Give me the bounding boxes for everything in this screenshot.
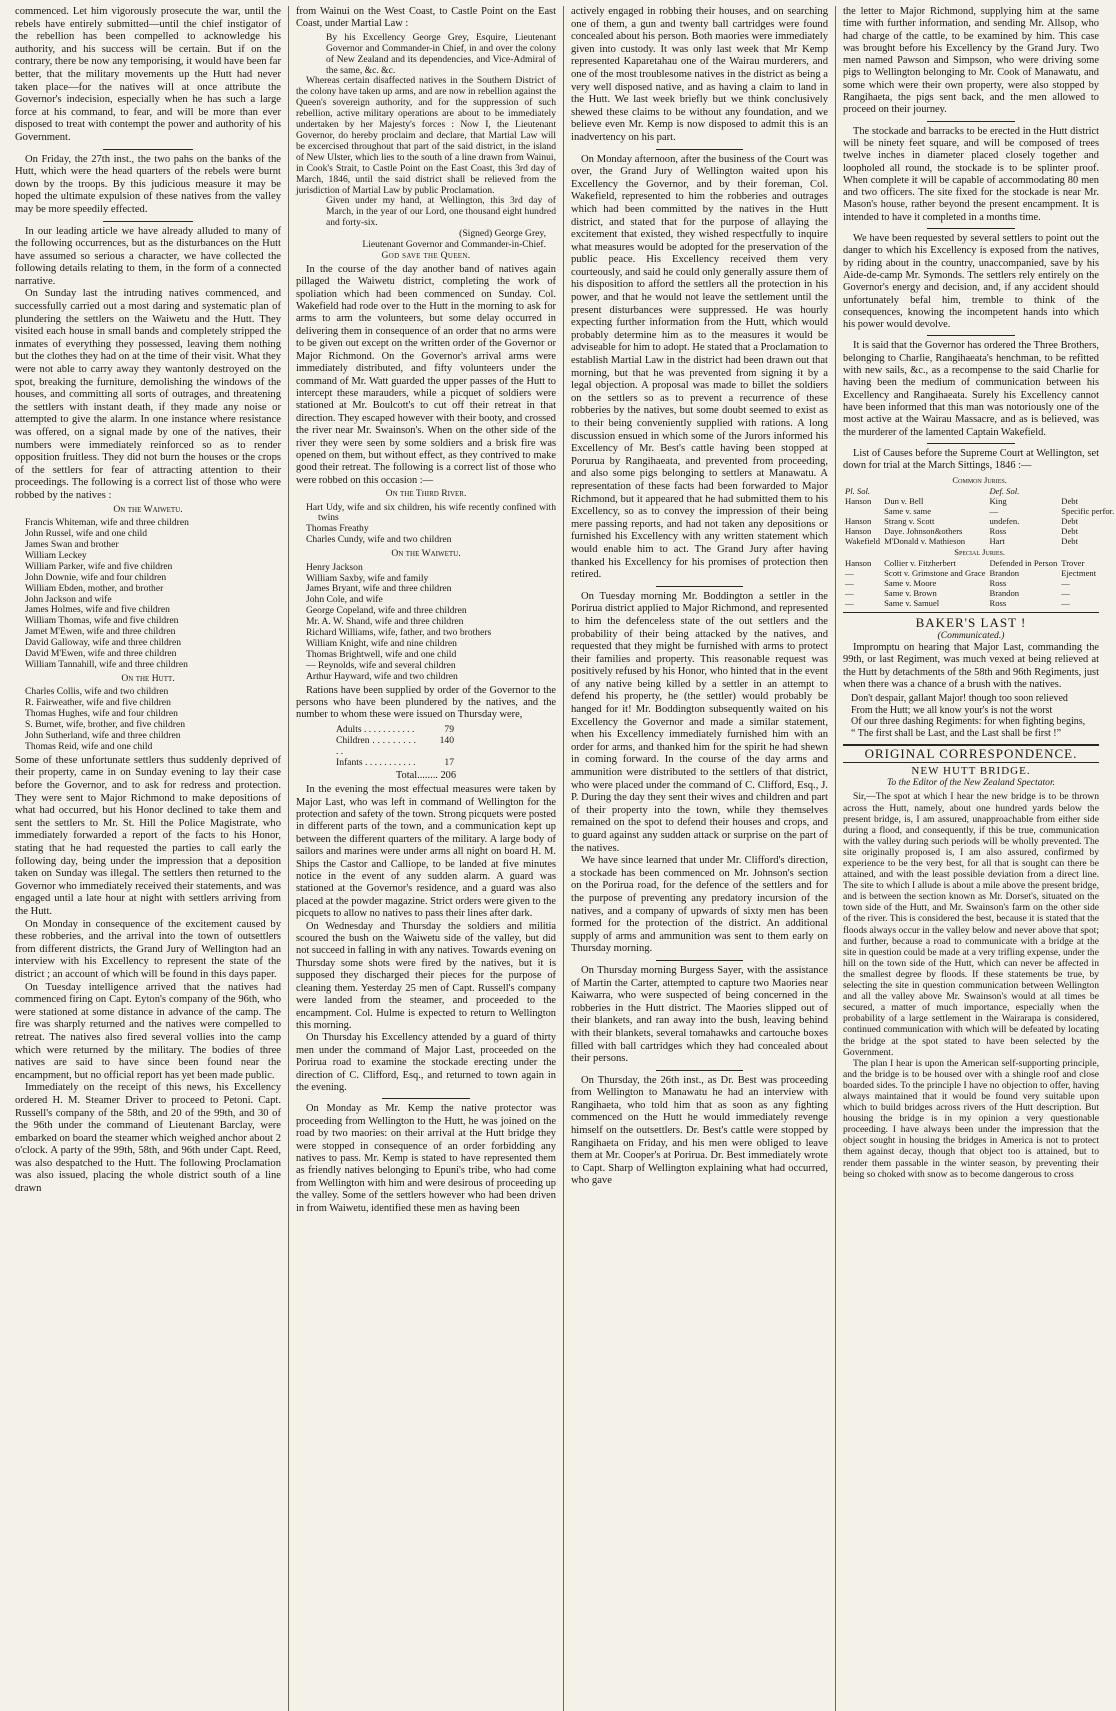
cause-cell: Debt xyxy=(1061,536,1078,547)
cause-cell: Debt xyxy=(1061,496,1078,507)
def-sol-header: Def. Sol. xyxy=(989,486,1020,497)
causes-list xyxy=(843,474,1115,609)
article-paragraph: On Tuesday intelligence arrived that the natives had commenced firing on Capt. Eyton's company of the 96th, who were stationed at some distance in advance of the camp. The fire was sharply returned and the natives were compelled to retreat. The natives also fired several vollies into the camp which were returned by the military. The bodies of three natives are said to have since been found near the encampment, but no official report has yet been made public. xyxy=(15,981,281,1081)
article-paragraph: It is said that the Governor has ordered the Three Brothers, belonging to Charlie, Rangihaeata's henchman, to be refitted with new sails, &c., as a recompense to the said Charlie for having been the medium of communication between his Excellency and Rangihaeata. Surely his Excellency cannot have been informed that this man was notoriously one of the most active at the Wairau Massacre, and as is believed, was the murderer of the lamented Captain Wakefield. xyxy=(843,340,1099,438)
poem-line: “ The first shall be Last, and the Last shall be first !” xyxy=(851,727,1062,739)
poem-line: From the Hutt; we all know your's is not the worst xyxy=(851,704,1053,716)
victims-list-waiwetu-2 xyxy=(304,563,556,683)
cause-row xyxy=(843,516,1116,526)
article-paragraph: On Monday in consequence of the excitement caused by these robberies, and the arrival into the town of outsettlers from different districts, the Grand Jury of Wellington had an interview with his Excellency to represent the state of the district ; an account of which will be found in this days paper. xyxy=(15,918,281,980)
divider xyxy=(927,121,1014,122)
cause-cell: Ross xyxy=(989,578,1007,589)
cause-cell: Same v. same xyxy=(884,506,932,517)
pl-sol-header: Pl. Sol. xyxy=(845,486,871,497)
letter-paragraph: Sir,—The spot at which I hear the new bridge is to be thrown across the Hutt, namely, about one hundred yards below the present bridge, is, I am assured, unapproachable from either side during a flood, and consequently, if this be true, communication with the valley during such periods will be wholly prevented. The site originally proposed is, I am also assured, confirmed by experience to be the very best, for all that is sought can there be attained, and with the least possible deviation from a direct line. The site to which I allude is about a mile above the present bridge, and is between the section known as Mr. Dorset's, situated on the town side of the Hutt, and Mr. Swainson's farm on the other side of the river. This is considered the best, because it is stated that the floods always occur in the valley below and never above that spot; and further, because a road to communicate with a bridge at the site in question could be made at a very trifling expense, under the hill on the town side of the Hutt, which can never be affected in the smallest degree by floods. If these statements be true, by selecting the site in question communication between Wellington and all the valley above Mr. Swainson's would at all times be secured, a matter of much importance, especially when the probability of a large settlement in the Wairarapa is considered, continued communication with which will be defeated by locating the bridge at the spot stated to have been selected by the Government. xyxy=(843,791,1099,1058)
divider xyxy=(843,612,1099,613)
cause-cell xyxy=(843,506,882,516)
cause-cell: Ejectment xyxy=(1061,568,1097,579)
list-item: S. Burnet, wife, brother, and five children xyxy=(25,719,185,731)
divider xyxy=(656,149,743,150)
rations-row xyxy=(336,724,556,735)
cause-cell: undefen. xyxy=(989,516,1020,527)
article-paragraph: On Thursday morning Burgess Sayer, with the assistance of Martin the Carter, attempted to capture two Maories near Kaiwarra, who were suspected of being concerned in the robberies in the Hutt district. The Maories slipped out of their blankets, and ran away into the bush, leaving behind with their blankets, several tomahawks and cartouche boxes filled with ball cartridges which they had concealed about their persons. xyxy=(571,964,828,1065)
poem-line: Don't despair, gallant Major! though too soon relieved xyxy=(851,693,1068,705)
article-paragraph: On Tuesday morning Mr. Boddington a settler in the Porirua district applied to Major Richmond, and represented to him the defenceless state of the out settlers and the probability of their being attacked by the natives, and requested that they might be furnished with arms to protect their families and property. This reasonable request was positively refused by his Honor, who hinted that in the event of any native being killed by a settler in an attempt to defend his property, he (the settler) would probably be hanged for it! Mr. Boddington subsequently waited on his Excellency the Governor and made a similar statement, when his Excellency immediately furnished him with an order for arms, and thanked him for the spirit he had shewn in coming forward. In the course of the day arms and ammunition were distributed to the settlers of that district, who were placed under the command of C. Clifford, Esq., J. P. During the day they sent their wives and children and part of their property into the town, while they themselves remained on the spot to defend their houses and crops, and to guard against any sudden attack or surprise on the part of the natives. xyxy=(571,590,828,854)
cause-cell: M'Donald v. Mathieson xyxy=(884,536,966,547)
cause-cell: Wakefield xyxy=(845,536,881,547)
cause-cell: — xyxy=(1061,588,1070,599)
cause-cell: — xyxy=(845,568,854,579)
special-juries-heading: Special Juries. xyxy=(954,547,1005,558)
divider xyxy=(382,1098,470,1099)
cause-cell: Debt xyxy=(1061,516,1078,527)
list-item: James Bryant, wife and three children xyxy=(306,583,452,595)
list-item: David M'Ewen, wife and three children xyxy=(25,648,177,660)
cause-cell: — xyxy=(845,578,854,589)
list-item: Arthur Hayward, wife and two children xyxy=(306,670,458,682)
divider xyxy=(927,443,1014,444)
cause-cell: — xyxy=(989,506,999,517)
victims-list-third-river xyxy=(304,503,556,547)
victims-list-hutt xyxy=(23,687,281,752)
list-item: James Holmes, wife and five children xyxy=(25,604,170,616)
cause-cell: Same v. Brown xyxy=(884,588,937,599)
article-paragraph: On Sunday last the intruding natives commenced, and successfully carried out a most daring and systematic plan of plundering the settlers on the Waiwetu and the Hutt. They visited each house in small bands and completely stripped the inmates of everything they possessed, leaving them nothing but the clothes they had on at the time of their visit. What they were not able to carry away they wantonly destroyed on the spot, breaking the furniture, demolishing the windows of the houses, and committing all sorts of outrages, and threatening the settlers with instant death, if they made any noise or attempted to give the alarm. In one instance where resistance was offered, on a signal made by one of the natives, their numbers were immediately reinforced so as to render opposition fruitless. They did not burn the houses or the crops of the settlers for fear of attracting attention to their proceedings. The following is a correct list of those who were robbed by the natives : xyxy=(15,288,281,501)
cause-cell: Scott v. Grimstone and Grace xyxy=(884,568,986,579)
rations-label: Infants . . . . . . . . . . . xyxy=(336,756,416,768)
list-item: William Parker, wife and five children xyxy=(25,560,173,572)
list-item: — Reynolds, wife and several children xyxy=(306,659,456,671)
cause-cell: Hanson xyxy=(845,496,872,507)
cause-cell: Strang v. Scott xyxy=(884,516,935,527)
cause-row xyxy=(843,598,1116,608)
bakers-last-subtitle: (Communicated.) xyxy=(937,629,1005,641)
article-paragraph: On Monday afternoon, after the business of the Court was over, the Grand Jury of Wellington waited upon his Excellency the Governor, and by their foreman, Col. Wakefield, represented to him the robberies and outrages which had been committed by the natives in the Hutt district, and stated that for the purpose of allaying the excitement that existed, they wished respectfully to inquire what measures would be adopted for the preservation of the public peace. His Excellency received them very courteously, and said he could only generally assure them of his disposition to afford the settlers all the protection in his power, and that he would not leave the settlement until the present disturbances were suppressed. He was hourly expecting further information from the Hutt, which would probably determine him as to the measures it would be adviseable for him to adopt. He stated that a Proclamation to establish Martial Law in the district had been drawn out that morning, but that he was prevented from signing it by a legal objection. A proposal was made to billet the soldiers on the settlers so as to prevent a recurrence of these robberies by the natives, but some doubt seemed to exist as to their being conveniently supplied with rations. A long discussion ensued in which some of the Jurors informed his Excellency of Mr. Best's cattle having been stopped at Porurua by Rangihaeata, and prevented from proceeding, and also some pigs belonging to settlers at Manawatu. A representation of these facts had been forwarded to Major Richmond, but it appeared that he had submitted them to his Excellency, so as to convey the impression of their being mere passing reports, and had not taken any depositions or furnished his Excellency with any written statement which would enable him to act. The Grand Jury after having thanked his Excellency for his promises of protection then retired. xyxy=(571,153,828,581)
list-item: John Jackson and wife xyxy=(25,593,112,605)
rations-table xyxy=(336,724,556,768)
cause-row xyxy=(843,536,1116,546)
article-paragraph: commenced. Let him vigorously prosecute the war, until the rebels have entirely submitted—until the chief instigator of the rebellion has been compelled to acknowledge his authority, and his success will be certain. But if on the contrary, there be now any temporising, it would have been far better, that the military movements up the Hutt had never taken place—for the natives will at once attribute the Governor's indecision, especially when he has such a large force at his command, to fear, and will be more than ever disposed to treat with contempt the power and authority of his Government. xyxy=(15,6,281,143)
cause-cell: Collier v. Fitzherbert xyxy=(884,558,956,569)
rations-value: 140 xyxy=(439,734,454,746)
list-item: William Thomas, wife and five children xyxy=(25,615,179,627)
article-paragraph: the letter to Major Richmond, supplying him at the same time with further information, and sending Mr. Allsop, who had charge of the cattle, to be examined by him. This case was brought before his Excellency by the Grand Jury. Two men named Pawson and Simpson, who were driving some pigs to Wellington belonging to Mr. Cook of Manawatu, and some which were their own property, were also stopped by Rangihaeta, the pigs sent back, and the men allowed to proceed on their journey. xyxy=(843,6,1099,116)
cause-cell: Defended in Person xyxy=(989,558,1058,569)
article-paragraph: In the course of the day another band of natives again pillaged the Waiwetu district, completing the work of spoliation which had been commenced on Sunday. Col. Wakefield had rode over to the Hutt in the morning to ask for arms to arm the volunteers, but some delay occurred in delivering them in consequence of an order that no arms were to be given out except on the written order of the Governor or Major Richmond. On the Governor's arrival arms were immediately distributed, and fifty volunteers under the command of Mr. Watt guarded the upper passes of the Hutt to intercept these marauders, while a picquet of soldiers were stationed at Mr. Boulcott's to cut off their retreat in that direction. They escaped however with their booty, and crossed the river near Mr. Swainson's. When on the other side of the river they were seen by some soldiers and a brisk fire was opened on them, but without effect, as they contrived to make good their retreat. The following is a correct list of those who were robbed on this occasion :— xyxy=(296,263,556,486)
cause-row xyxy=(843,526,1116,536)
list-item: Thomas Brightwell, wife and one child xyxy=(306,648,457,660)
divider xyxy=(656,960,743,961)
divider xyxy=(927,228,1014,229)
bakers-last-title: BAKER'S LAST ! xyxy=(915,615,1027,631)
cause-cell: Dun v. Bell xyxy=(884,496,924,507)
cause-cell: — xyxy=(1061,578,1070,589)
list-heading: On the Third River. xyxy=(385,488,467,500)
rations-label: Adults . . . . . . . . . . . xyxy=(336,723,415,735)
proclamation-body: Whereas certain disaffected natives in the Southern District of the colony have taken up arms, and are now in rebellion against the Queen's sovereign authority, and for the suppression of such rebellion, active military operations are about to be immediately undertaken by her Majesty's forces : Now I, the Lieutenant Governor, do hereby proclaim and declare, that Martial Law will be excercised throughout that part of the said district, in the island of New Ulster, which lies to the south of a line drawn from Wainui, in Cook's Strait, to Castle Point on the East Coast, this 3rd day of March, 1846, until the said district shall be relieved from the jurisdiction of Martial Law by public Proclamation. xyxy=(296,75,556,196)
article-paragraph: On Thursday, the 26th inst., as Dr. Best was proceeding from Wellington to Manawatu he had an interview with Rangihaeta, who told him that as soon as any fighting commenced on the Hutt he would immediately revenge himself on the outsettlers. Dr. Best's cattle were stopped by Rangihaeta on Friday, and his men were obliged to leave them at Mr. Cooper's at Porirua. Dr. Best immediately wrote to Capt. Sharp of Wellington explaining what had occurred, who gave xyxy=(571,1074,828,1187)
cause-cell: Debt xyxy=(1061,526,1078,537)
correspondence-addressee: To the Editor of the New Zealand Spectator. xyxy=(886,777,1056,789)
list-item: Thomas Hughes, wife and four children xyxy=(25,708,178,720)
special-juries-rows xyxy=(843,558,1116,608)
cause-row xyxy=(843,558,1116,568)
cause-cell: Specific perfor. xyxy=(1061,506,1115,517)
cause-cell: King xyxy=(989,496,1007,507)
cause-row xyxy=(843,506,1116,516)
article-paragraph: On Wednesday and Thursday the soldiers and militia scoured the bush on the Waiwetu side of the valley, but did not succeed in falling in with any natives. Towards evening on Thursday some shots were fired by the natives, but it is supposed they discharged their pieces for the purpose of cleaning them. Yesterday 25 men of Capt. Russell's company were landed from the steamer, and proceeded to the encampment. Col. Hulme is expected to return to Wellington this morning. xyxy=(296,920,556,1031)
cause-cell: Daye. Johnson&others xyxy=(884,526,963,537)
cause-row xyxy=(843,568,1116,578)
article-paragraph: On Thursday his Excellency attended by a guard of thirty men under the command of Major Last, proceeded on the Porirua road to examine the stockade erecting under the direction of C. Clifford, Esq., and returned to town again in the evening. xyxy=(296,1032,556,1093)
poem xyxy=(843,693,1099,739)
list-item: Francis Whiteman, wife and three children xyxy=(25,517,189,529)
article-paragraph: In our leading article we have already alluded to many of the following occurrences, but as the disturbances on the Hutt have assumed so serious a character, we have collected the following details relating to them, in the form of a connected narrative. xyxy=(15,225,281,287)
god-save-the-queen: God save the Queen. xyxy=(381,249,471,261)
article-paragraph: On Monday as Mr. Kemp the native protector was proceeding from Wellington to the Hutt, he was joined on the road by two maories: on their arrival at the Hutt bridge they were stopped in consequence of an order forbidding any natives to pass. Mr. Kemp is stated to have represented them as friendly natives belonging to Epuni's tribe, who had come from Wellington with him and were desirous of proceeding up the valley. Some of the settlers however who had been driven in from Waiwetu, identified these men as having been xyxy=(296,1103,556,1214)
list-item: Hart Udy, wife and six children, his wife recently confined with twins xyxy=(306,501,556,524)
list-item: Charles Cundy, wife and two children xyxy=(306,534,452,546)
cause-row xyxy=(843,588,1116,598)
column-2 xyxy=(289,6,564,1711)
cause-cell: Hanson xyxy=(845,516,872,527)
list-item: David Galloway, wife and three children xyxy=(25,637,182,649)
article-paragraph: On Friday, the 27th inst., the two pahs on the banks of the Hutt, which were the head quarters of the rebels were burnt down by the troops. By this judicious measure it may be hoped the ultimate expulsion of these natives from the valley may be more speedily effected. xyxy=(15,153,281,215)
list-item: John Sutherland, wife and three children xyxy=(25,730,181,742)
list-item: William Saxby, wife and family xyxy=(306,572,429,584)
proclamation-signature: (Signed) George Grey, xyxy=(459,228,546,240)
divider xyxy=(656,1070,743,1071)
list-item: William Ebden, mother, and brother xyxy=(25,582,164,594)
common-juries-rows xyxy=(843,496,1116,546)
proclamation-title: Lieutenant Governor and Commander-in-Chief. xyxy=(362,239,546,251)
cause-cell: Trover xyxy=(1061,558,1085,569)
column-4 xyxy=(836,6,1115,1711)
cause-cell: Brandon xyxy=(989,568,1020,579)
list-item: William Leckey xyxy=(25,549,87,561)
correspondence-heading: ORIGINAL CORRESPONDENCE. xyxy=(843,744,1099,763)
rations-total: Total........ 206 xyxy=(395,769,457,781)
article-paragraph: In the evening the most effectual measures were taken by Major Last, who was left in command of Wellington for the protection and safety of the town. Strong picquets were posted in different parts of the town, and a communication kept up between the different quarters of the military. A large body of sailors and marines were under arms all night on board H. M. Ships the Castor and Calliope, to be landed at five minutes notice in the event of any sudden alarm. A guard was stationed at the Governor's residence, and a guard was also placed at the powder magazine. Strict orders were given to the picquets to allow no natives to pass their lines after dark. xyxy=(296,784,556,920)
list-item: R. Fairweather, wife and five children xyxy=(25,697,171,709)
column-3 xyxy=(564,6,836,1711)
article-paragraph: We have been requested by several settlers to point out the danger to which his Excellency is exposed from the natives, by riding about in the country, unaccompanied, save by his Aide-de-camp Mr. Symonds. The settlers rely entirely on the Governor's energy and decision, and, if any accident should unfortunately befal him, tremble to think of the consequences, knowing the incompetent hands into which his power would devolve. xyxy=(843,233,1099,331)
divider xyxy=(656,586,743,587)
proclamation xyxy=(296,33,556,262)
rations-value: 79 xyxy=(444,723,454,735)
list-item: John Cole, and wife xyxy=(306,594,383,606)
list-item: George Copeland, wife and three children xyxy=(306,605,467,617)
article-paragraph: The stockade and barracks to be erected in the Hutt district will be ninety feet square, and will be composed of trees twelve inches in diameter placed closely together and loopholed all round, the stockade is to be splinter proof. When complete it will be capable of accommodating 80 men and two officers. The site fixed for the stockade is near Mr. Mason's house, rather beyond the present encampment. It is intended to have it completed in a months time. xyxy=(843,125,1099,223)
list-item: James Swan and brother xyxy=(25,538,119,550)
rations-row xyxy=(336,735,556,757)
article-paragraph: from Wainui on the West Coast, to Castle Point on the East Coast, under Martial Law : xyxy=(296,6,556,30)
list-heading: On the Waiwetu. xyxy=(391,548,461,560)
causes-title: List of Causes before the Supreme Court at Wellington, set down for trial at the March Sittings, 1846 :— xyxy=(843,447,1099,472)
letter-paragraph: The plan I hear is upon the American self-supporting principle, and the bridge is to be housed over with a shingle roof and close boarded sides. To the principle I have no objection to offer, having always maintained that it would be found very suitable upon which to build bridges across rivers of the Hutt description. But housing the bridge is in my opinion a very questionable proceeding. I have always been under the impression that the object sought in housing the bridges in America is not to protect them against decay, though that object too is attained, but to render them passable in the winter season, by preventing their being so choked with snow as to become dangerous to cross xyxy=(843,1057,1099,1180)
list-item: Charles Collis, wife and two children xyxy=(25,686,169,698)
proclamation-given: Given under my hand, at Wellington, this 3rd day of March, in the year of our Lord, one thousand eight hundred and forty-six. xyxy=(326,195,556,229)
list-item: Mr. A. W. Shand, wife and three children xyxy=(306,616,464,628)
list-item: John Russel, wife and one child xyxy=(25,528,148,540)
cause-cell: — xyxy=(845,588,854,599)
list-item: Thomas Freathy xyxy=(306,523,369,535)
list-item: Henry Jackson xyxy=(306,561,363,573)
divider xyxy=(927,335,1014,336)
cause-cell: Hanson xyxy=(845,526,872,537)
bakers-last-paragraph: Impromptu on hearing that Major Last, commanding the 99th, or last Regiment, was much vexed at being relieved at the Hutt by detachments of the 58th and 96th Regiments, just when there was a chance of a brush with the natives. xyxy=(843,641,1099,690)
article-paragraph: We have since learned that under Mr. Clifford's direction, a stockade has been commenced on Mr. Johnson's section on the Porirua road, for the defence of the settlers and for the purpose of preventing any predatory incursion of the natives, and a company of upwards of sixty men has been formed for the protection of the district. An additional supply of arms and ammunition was sent to them early on Thursday morning. xyxy=(571,855,828,955)
cause-cell: — xyxy=(1061,598,1070,609)
divider xyxy=(103,149,193,150)
list-item: Jamet M'Ewen, wife and three children xyxy=(25,626,176,638)
cause-cell: Brandon xyxy=(989,588,1020,599)
victims-list-waiwetu xyxy=(23,518,281,671)
divider xyxy=(103,221,193,222)
article-paragraph: Rations have been supplied by order of the Governor to the persons who have been plundered by the natives, and the number to whom these were issued on Thursday were, xyxy=(296,684,556,721)
article-paragraph: Some of these unfortunate settlers thus suddenly deprived of their property, came in on Sunday evening to lay their case before the Governor, and to ask for redress and protection. They were sent to Major Richmond to make depositions of what had occurred, but his Honor declined to take them and sent the settlers to Mr. St. Hill the Police Magistrate, who immediately forwarded a report of the facts to his Honor, stating that he had requested the parties to call early the following day, being under the impression that a deposition taken on Sunday was illegal. The settlers then returned to the Governor who immediately received their statements, and was engaged until a late hour at night with settlers arriving from the Hutt. xyxy=(15,754,281,917)
list-heading: On the Hutt. xyxy=(121,672,175,684)
cause-cell: Hanson xyxy=(845,558,872,569)
cause-cell: Same v. Samuel xyxy=(884,598,940,609)
cause-row xyxy=(843,578,1116,588)
rations-value: 17 xyxy=(444,756,454,768)
list-item: William Knight, wife and nine children xyxy=(306,637,457,649)
list-heading: On the Waiwetu. xyxy=(113,503,183,515)
cause-row xyxy=(843,496,1116,506)
correspondence-subheading: NEW HUTT BRIDGE. xyxy=(911,764,1031,777)
list-item: Thomas Reid, wife and one child xyxy=(25,740,153,752)
article-paragraph: Immediately on the receipt of this news, his Excellency ordered H. M. Steamer Driver to proceed to Petoni. Capt. Russell's company of the 58th, and 20 of the 99th, and 30 of the 96th under the command of Lieutenant Barclay, were embarked on board the steamer which weighed anchor about 2 o'clock. A party of the 99th, 58th, and 96th under Capt. Reed, was also despatched to the Hutt. The following Proclamation was also issued, placing the whole district south of a line drawn xyxy=(15,1082,281,1195)
list-item: Richard Williams, wife, father, and two brothers xyxy=(306,627,492,639)
list-item: William Tannahill, wife and three children xyxy=(25,658,188,670)
cause-cell: — xyxy=(845,598,854,609)
common-juries-heading: Common Juries. xyxy=(952,475,1007,486)
rations-label: Children . . . . . . . . . . . xyxy=(336,734,416,757)
cause-cell: Hart xyxy=(989,536,1005,547)
rations-row xyxy=(336,757,556,768)
cause-cell: Ross xyxy=(989,598,1007,609)
list-item: John Downie, wife and four children xyxy=(25,571,167,583)
article-paragraph: actively engaged in robbing their houses, and on searching one of them, a gun and twenty ball cartridges were found concealed about his person. Both maories were immediately given into custody. It was only last week that Mr Kemp represented Kaparetahau one of the Wairau murderers, and one of the most troublesome natives in the district as being a very well disposed native, and as having a claim to land in the Hutt. We last week briefly but we think conclusively shewed these claims to be without any foundation, and we believe even Mr. Kemp is now disposed to admit this is an inadvertency on his part. xyxy=(571,6,828,143)
proclamation-head: By his Excellency George Grey, Esquire, Lieutenant Governor and Commander-in Chief, in and over the colony of New Zealand and its dependencies, and Vice-Admiral of the same, &c. &c. xyxy=(326,31,556,76)
cause-cell: Same v. Moore xyxy=(884,578,937,589)
column-1 xyxy=(8,6,289,1711)
poem-line: Of our three dashing Regiments: for when fighting begins, xyxy=(851,716,1086,728)
cause-cell: Ross xyxy=(989,526,1007,537)
